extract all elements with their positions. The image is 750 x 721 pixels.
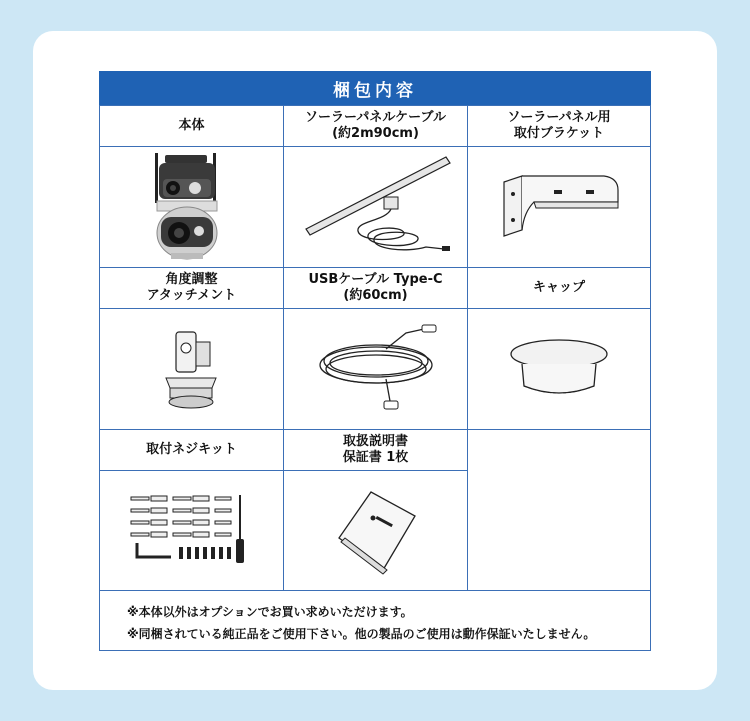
image-cell-screw-kit (99, 470, 284, 591)
label-cell-solar-cable (283, 105, 468, 147)
angle-mount-icon (152, 324, 232, 414)
image-cell-usb-cable (283, 308, 468, 430)
note-line: ※同梱されている純正品をご使用下さい。他の製品のご使用は動作保証いたしません。 (127, 627, 596, 641)
image-cell-angle-mount (99, 308, 284, 430)
label-cell-usb-cable (283, 267, 468, 309)
image-cell-manual (283, 470, 468, 591)
manual-icon (331, 486, 421, 576)
item-label: 角度調整 アタッチメント (146, 272, 237, 303)
note-line: ※本体以外はオプションでお買い求めいただけます。 (127, 605, 413, 619)
usb-cable-icon (306, 319, 446, 419)
item-label: 本体 (178, 118, 205, 133)
screw-kit-icon (127, 491, 257, 571)
label-cell-angle-mount (99, 267, 284, 309)
label-cell-cap (467, 267, 651, 309)
page-title: 梱包内容 (99, 71, 651, 105)
item-label: ソーラーパネル用 取付ブラケット (507, 110, 611, 141)
solar-panel-icon (296, 151, 456, 263)
image-cell-main-unit (99, 146, 284, 268)
notes-box (99, 590, 651, 651)
label-cell-manual (283, 429, 468, 471)
image-cell-cap (467, 308, 651, 430)
item-label: キャップ (532, 280, 585, 295)
item-label: 取付ネジキット (146, 442, 237, 457)
item-label: USBケーブル Type-C (約60cm) (308, 272, 443, 303)
bracket-icon (494, 172, 624, 242)
empty-cell (467, 429, 651, 591)
image-cell-solar-cable (283, 146, 468, 268)
item-label: 取扱説明書 保証書 1枚 (342, 434, 409, 465)
image-cell-bracket (467, 146, 651, 268)
label-cell-main-unit (99, 105, 284, 147)
label-cell-bracket (467, 105, 651, 147)
item-label: ソーラーパネルケーブル (約2m90cm) (305, 110, 446, 141)
label-cell-screw-kit (99, 429, 284, 471)
camera-icon (147, 151, 237, 263)
cap-icon (504, 334, 614, 404)
